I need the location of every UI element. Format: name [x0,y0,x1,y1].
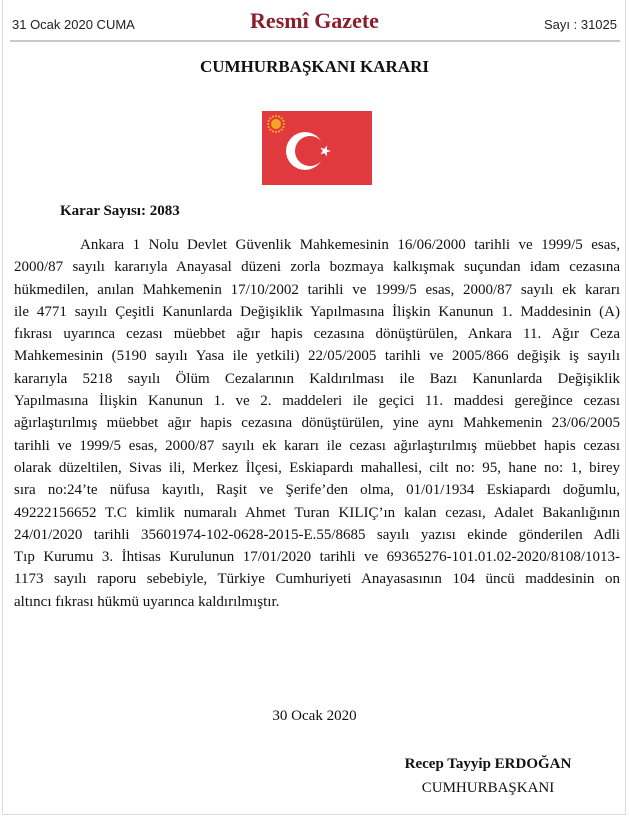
decision-body [14,234,620,613]
gazette-date: 31 Ocak 2020 CUMA [12,17,135,32]
body-line: kararıyla 5218 sayılı Ölüm Cezalarının Kaldırılması ile Bazı Kanunlarda Değişiklik [14,370,620,387]
header-divider [10,40,620,42]
body-line: altıncı fıkrası hükmü uyarınca kaldırılmıştır. [14,593,280,610]
document-title: CUMHURBAŞKANI KARARI [199,57,430,76]
signatory-title: CUMHURBAŞKANI [421,780,555,796]
decision-number: Karar Sayısı: 2083 [60,203,180,219]
body-line: ağırlaştırılmış müebbet ağır hapis cezasına dönüştürülen, yine aynı Mahkemenin 23/06/2005 [14,415,620,432]
body-line: olarak düzeltilen, Sivas ili, Merkez İlçesi, Eskiapardı mahallesi, cilt no: 95, hane no: 1, birey [14,459,620,476]
decision-date: 30 Ocak 2020 [272,708,357,724]
body-line: ile 4771 sayılı Çeşitli Kanunlarda Değişiklik Yapılmasına İlişkin Kanunun 1. Maddesinin (A) [14,303,620,320]
body-line: sıra no:24’te nüfusa kayıtlı, Raşit ve Şerife’den olma, 01/01/1934 Eskiapardı doğumlu, [14,482,620,499]
body-line: Yapılmasına İlişkin Kanunun 1. ve 2. maddeleri ile geçici 11. maddesi gereğince cezası [14,393,620,410]
body-line: 2000/87 sayılı kararıyla Anayasal düzeni zorla bozmaya kalkışmak suçundan idam cezasına [14,259,620,276]
body-line: Mahkemesinin (5190 sayılı Yasa ile yetkili) 22/05/2005 tarihli ve 2005/866 değişik iş sayılı [14,348,620,365]
body-line: Ankara 1 Nolu Devlet Güvenlik Mahkemesinin 16/06/2000 tarihli ve 1999/5 esas, [80,237,620,253]
presidential-flag-icon [262,111,372,185]
gazette-issue-number: Sayı : 31025 [544,17,617,32]
body-line: 49222156652 T.C kimlik numaralı Ahmet Turan KILIÇ’ın kalan cezası, Adalet Bakanlığının [14,504,620,521]
gazette-name: Resmî Gazete [250,8,379,33]
body-line: tarihli ve 1999/5 esas, 2000/87 sayılı ek kararı ile cezası ağırlaştırılmış müebbet hapis cezası [14,437,620,454]
body-line: Tıp Kurumu 3. İhtisas Kurulunun 17/01/2020 tarihli ve 69365276-101.01.02-2020/8108/1013- [14,549,620,566]
crescent-inner [295,136,325,166]
body-line: 24/01/2020 tarihli 35601974-102-0628-2015-E.55/8685 sayılı yazısı ekinde gönderilen Adli [14,526,620,543]
body-line: fıkrası uyarınca cezası müebbet ağır hapis cezasına dönüştürülen, Ankara 11. Ağır Ceza [14,326,620,343]
body-line: hükmedilen, anılan Mahkemenin 17/10/2002 tarihli ve 1999/5 esas, 2000/87 sayılı ek kararı [14,281,620,298]
signatory-name: Recep Tayyip ERDOĞAN [404,756,572,772]
body-line: 1173 sayılı raporu sebebiyle, Türkiye Cumhuriyeti Anayasasının 104 üncü maddesinin on [14,571,620,588]
